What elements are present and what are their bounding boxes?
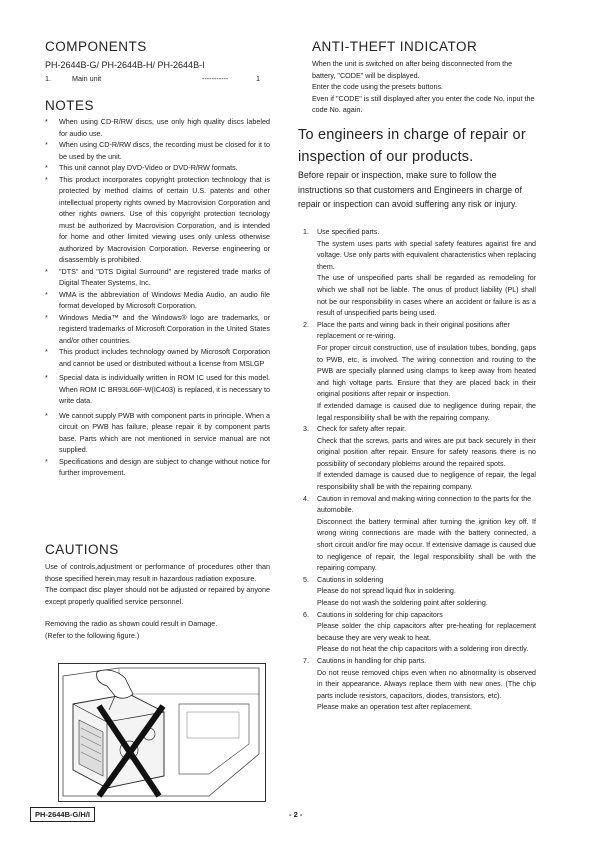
list-item: 5. Cautions in soldering Please do not spread liquid flux in soldering. Please do not wash the soldering point after soldering.	[303, 575, 488, 607]
antitheft-body	[312, 58, 536, 116]
components-row-dots: -----------	[202, 74, 229, 83]
list-item: 4. Caution in removal and making wiring connection to the parts for the automobile. Disconnect the battery terminal after turning the ignition key off. If wrong wiring connections are made with the battery connected, a short circuit and/or fire may occur. If extensive damage is caused due to negligence of repair, the legal responsibility shall be with the repairing company.	[303, 494, 536, 573]
cautions-body	[45, 561, 270, 642]
notes-list	[45, 116, 270, 479]
cautions-paragraph: The compact disc player should not be adjusted or repaired by anyone except properly qualified service personnel.	[45, 585, 270, 606]
list-item: 1. Use specified parts. The system uses parts with special safety features against fire and voltage. Use only parts with equivalent characteristics when replacing them. The use of unspecified parts shall be regarded as remodeling for which we shall not be liable. The onus of product liability (PL) shall not be our responsibility in cases where an accident or failure is as a result of unspecified parts being used.	[303, 228, 536, 318]
list-item: 2. Place the parts and wiring back in their original positions after replacement or re-wiring. For proper circuit construction, use of insulation tubes, bonding, gaps to PWB, etc, is involved. The wiring connection and routing to the PWB are specially planned using clamps to keep away from heated and high voltage parts. Ensure that they are placed back in their original positions after repair or inspection. If extended damage is caused due to negligence during repair, the legal responsibility shall be with the repairing company.	[303, 320, 536, 422]
engineers-intro: Before repair or inspection, make sure to follow the instructions so that customers and Engineers in charge of repair or inspection can avoid suffering any risk or injury.	[298, 170, 522, 209]
antitheft-line: When the unit is switched on after being disconnected from the battery, "CODE" will be displayed.	[312, 59, 513, 80]
radio-removal-illustration	[59, 664, 265, 801]
notes-item: * Windows Media™ and the Windows® logo are trademarks, or registerd trademarks of Microsoft Corporation in the United States and/or other countries.	[45, 312, 270, 345]
cautions-title: CAUTIONS	[45, 542, 119, 557]
engineers-title: To engineers in charge of repair or inspection of our products.	[298, 127, 526, 165]
engineers-list	[301, 227, 536, 714]
components-row-label: Main unit	[72, 74, 102, 83]
notes-item: * This unit cannot play DVD-Video or DVD-R/RW formats.	[45, 163, 238, 172]
components-row	[45, 73, 270, 85]
notes-item: * When using CD-R/RW discs, the recording must be closed for it to be used by the unit.	[45, 140, 270, 161]
components-title: COMPONENTS	[45, 39, 147, 54]
notes-item: * Special data is individually written in ROM IC used for this model. When ROM IC BR93L66F-W(IC403) is replaced, it is necessary to write data.	[45, 373, 270, 405]
notes-item: * "DTS" and "DTS Digital Surround" are registered trade marks of Digital Theater Systems, Inc.	[45, 266, 270, 287]
notes-title: NOTES	[45, 98, 95, 113]
components-row-num: 1.	[45, 74, 51, 83]
notes-item: * WMA is the abbreviation of Windows Media Audio, an audio file format developed by Microsoft Corporation.	[45, 289, 270, 310]
notes-item: * We cannot supply PWB with component parts in principle. When a circuit on PWB has failure, please repair it by component parts base. Parts which are not mentioned in service manual are not supplied.	[45, 410, 270, 454]
notes-item: * When using CD-R/RW discs, use only high quality discs labeled for audio use.	[45, 117, 270, 138]
page-number: - 2 -	[289, 810, 303, 819]
cautions-paragraph: Use of controls,adjustment or performance of procedures other than those specified herein,may result in hazardous radiation exposure.	[45, 562, 270, 583]
antitheft-line: Enter the code using the presets buttons.	[312, 82, 444, 92]
notes-item: * Specifications and design are subject to change without notice for further improvement.	[45, 456, 270, 477]
cautions-paragraph: (Refer to the following figure.)	[45, 630, 140, 640]
list-item: 3. Check for safety after repair. Check that the screws, parts and wires are put back securely in their original position after repair. Ensure for safety reasons there is no possibility of secondary ploblems around the repaired spots. If extended damage is caused due to negligence of repair, the legal responsibility shall be with the repairing company.	[303, 425, 536, 492]
components-row-qty: 1	[256, 74, 260, 83]
notes-item: * This product includes technology owned by Microsoft Corporation and cannot be used or distributed without a license from MSLGP	[45, 347, 270, 368]
cautions-paragraph: Removing the radio as shown could result in Damage.	[45, 619, 218, 629]
antitheft-line: Even if "CODE" is still displayed after you enter the code No, input the code No. again.	[312, 93, 535, 115]
list-item: 7. Cautions in handling for chip parts. Do not reuse removed chips even when no abnormality is observed in their appearance. Always replace them with new ones. (The chip parts include resistors, capacitors, diodes, transistors, etc). Please make an operation test after replacement.	[303, 656, 536, 712]
notes-item: * This product incorporates copyright protection technology that is protected by method claims of certain U.S. patents and other intellectual property rights owned by Macrovision Corporation and other rights owners. Use of this copyright protection tecnology must be authorized by Macrovision Corporation, and is intended for home and other limited viewing uses only unless otherwise authorized by Macrovision Corporation. Reverse engineering or disassembly is prohibited.	[45, 174, 270, 264]
antitheft-title: ANTI-THEFT INDICATOR	[312, 39, 478, 54]
components-models: PH-2644B-G/ PH-2644B-H/ PH-2644B-I	[45, 60, 205, 70]
list-item: 6. Cautions in soldering for chip capacitors Please solder the chip capacitors after pre-heating for replacement because they are very weak to heat. Please do not heat the chip capacitors with a soldering iron directly.	[303, 610, 536, 654]
removal-figure	[58, 663, 266, 802]
footer-model-label: PH-2644B-G/H/I	[30, 807, 95, 822]
